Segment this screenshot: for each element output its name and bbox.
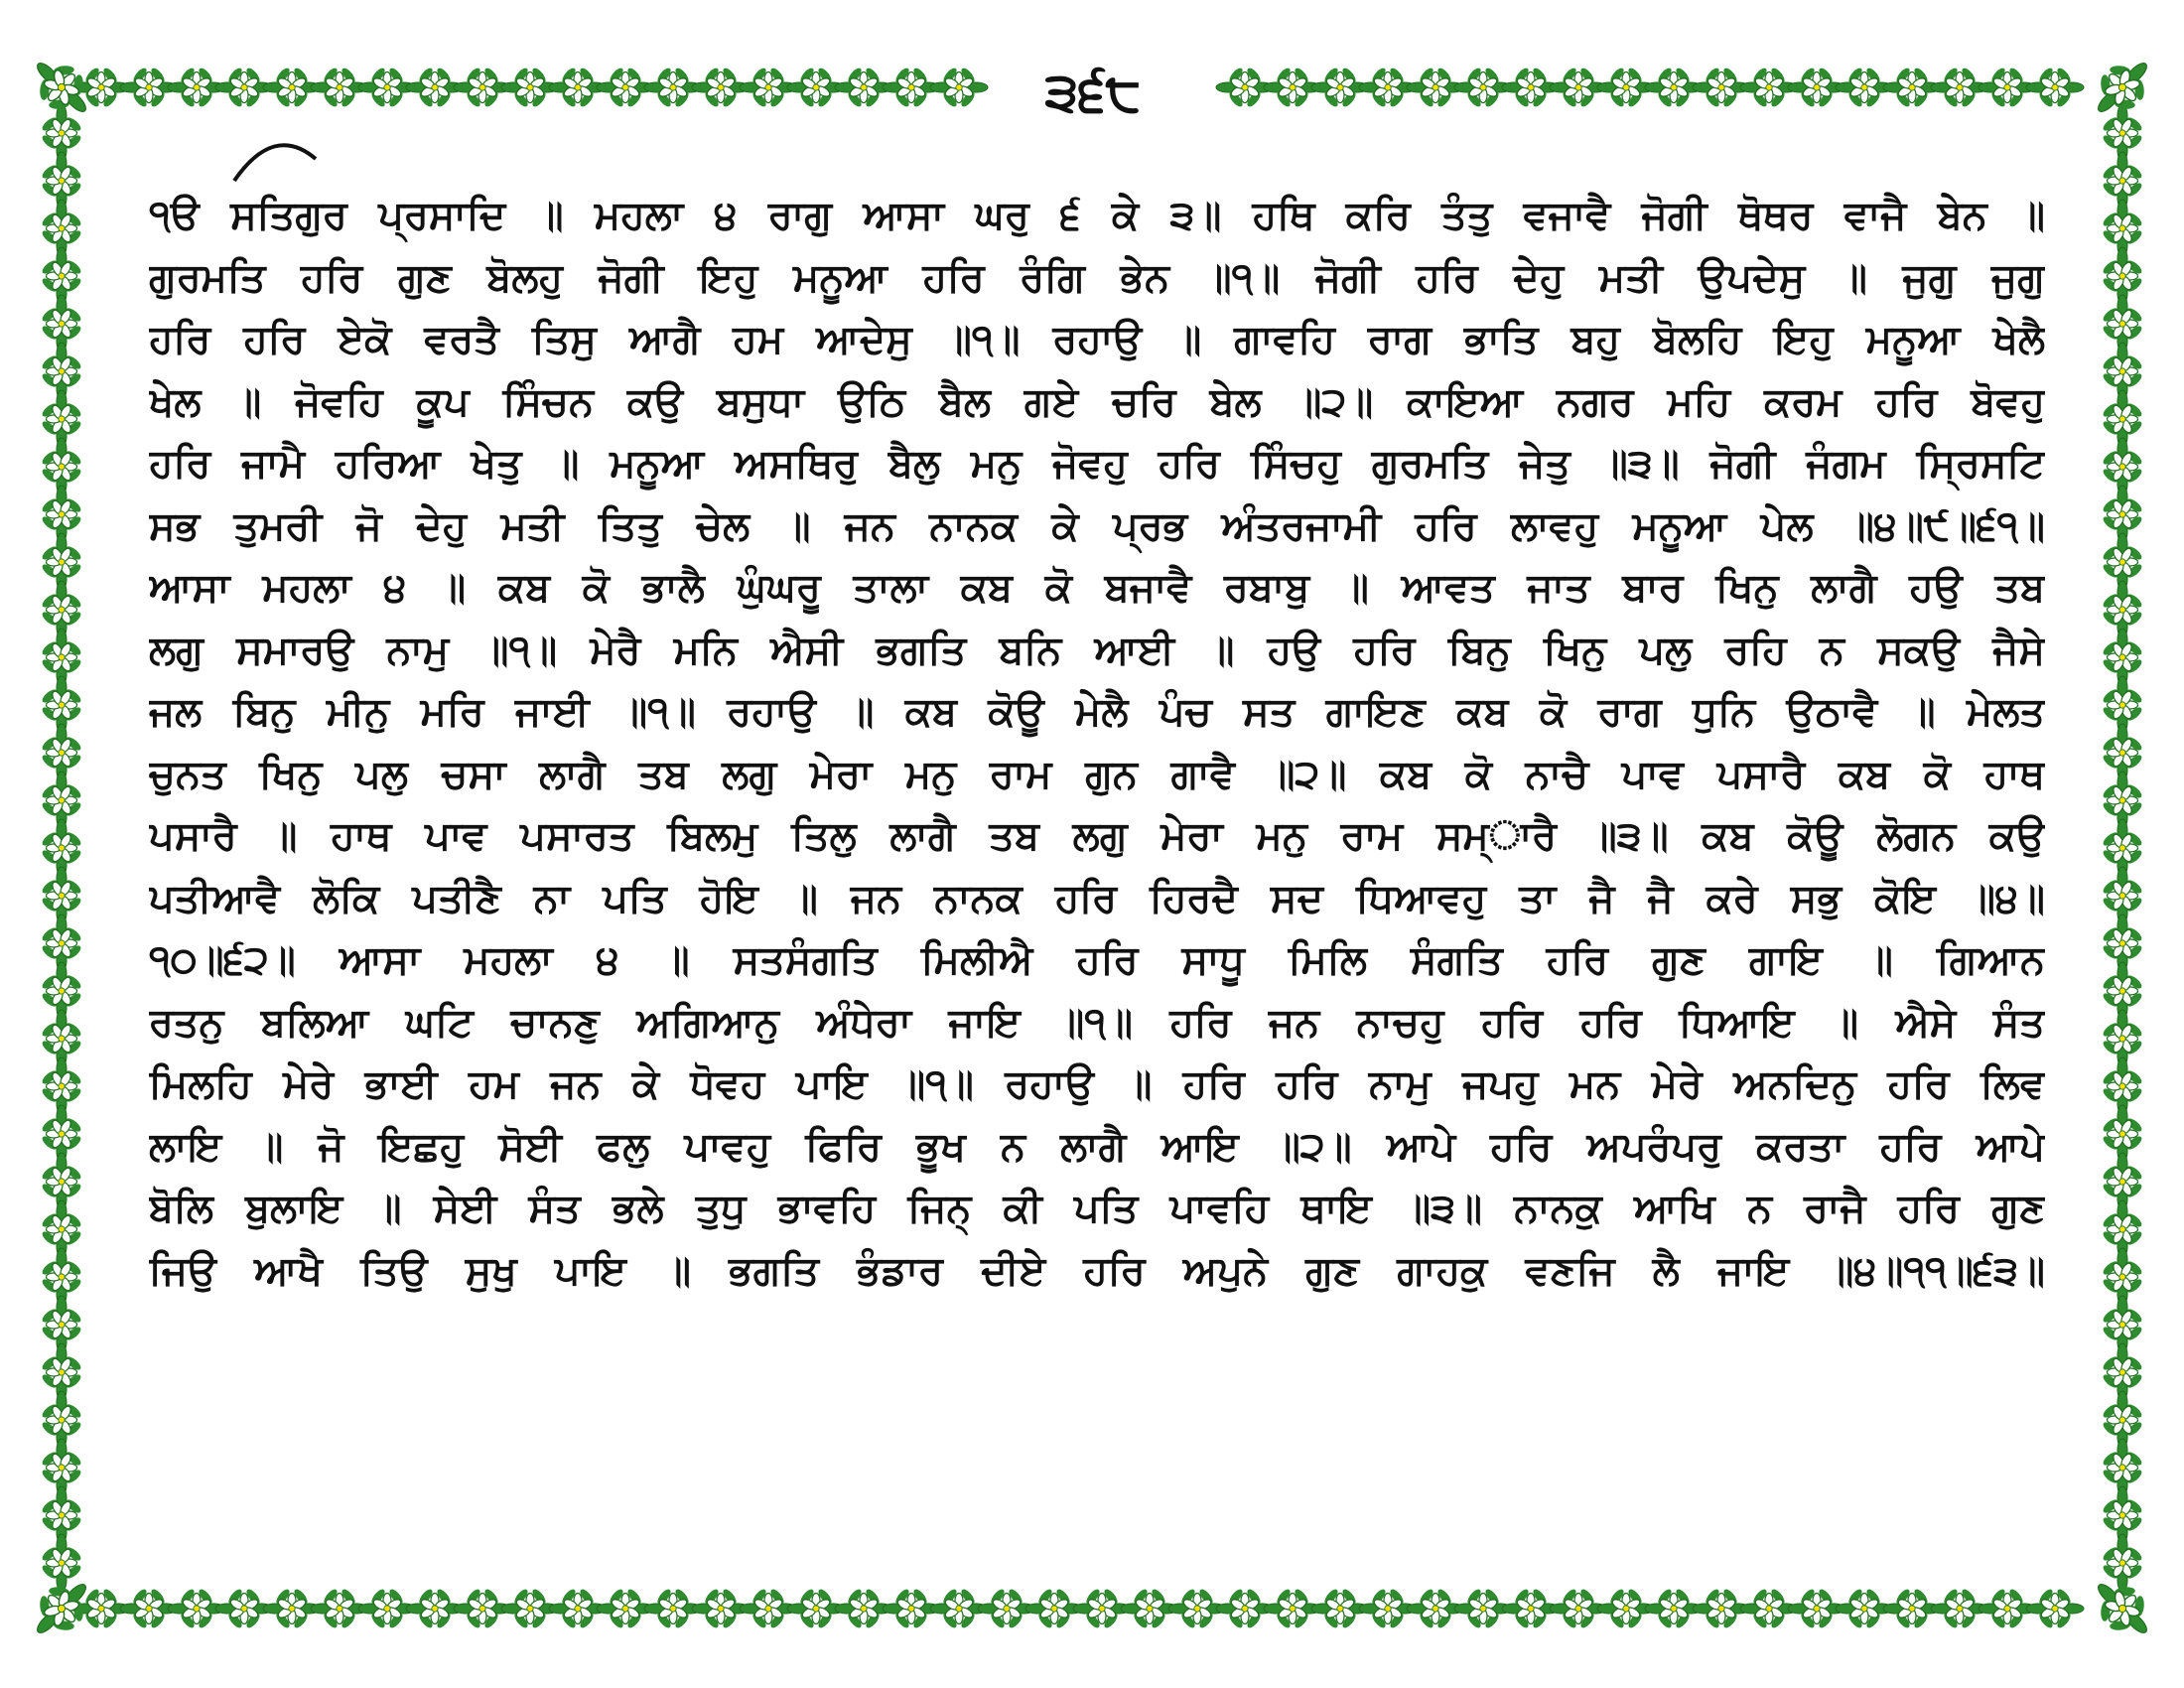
text-line-1: ੧ੳ ਸਤਿਗੁਰ ਪ੍ਰਸਾਦਿ ॥ ਮਹਲਾ ੪ ਰਾਗੁ ਆਸਾ ਘਰੁ ੬ ਕੇ ੩॥ ਹਥਿ ਕਰਿ ਤੰਤੁ ਵਜਾਵੈ ਜੋਗੀ ਥੋਥਰ ਵਾਜੈ ਬੇਨ ॥ xyxy=(149,193,2045,238)
text-line-15: ਮਿਲਹਿ ਮੇਰੇ ਭਾਈ ਹਮ ਜਨ ਕੇ ਧੋਵਹ ਪਾਇ ॥੧॥ ਰਹਾਉ ॥ ਹਰਿ ਹਰਿ ਨਾਮੁ ਜਪਹੁ ਮਨ ਮੇਰੇ ਅਨਦਿਨੁ ਹਰਿ ਲਿਵ xyxy=(149,1061,2045,1107)
text-line-5: ਹਰਿ ਜਾਮੈ ਹਰਿਆ ਖੇਤੁ ॥ ਮਨੂਆ ਅਸਥਿਰੁ ਬੈਲੁ ਮਨੁ ਜੋਵਹੁ ਹਰਿ ਸਿੰਚਹੁ ਗੁਰਮਤਿ ਜੇਤੁ ॥੩॥ ਜੋਗੀ ਜੰਗਮ ਸ੍ਰਿਸਟਿ xyxy=(149,441,2045,487)
verse-text-block xyxy=(149,185,2045,1446)
text-line-3: ਹਰਿ ਹਰਿ ਏਕੋ ਵਰਤੈ ਤਿਸੁ ਆਗੈ ਹਮ ਆਦੇਸੁ ॥੧॥ ਰਹਾਉ ॥ ਗਾਵਹਿ ਰਾਗ ਭਾਤਿ ਬਹੁ ਬੋਲਹਿ ਇਹੁ ਮਨੂਆ ਖੇਲੈ xyxy=(149,317,2045,362)
text-line-16: ਲਾਇ ॥ ਜੋ ਇਛਹੁ ਸੋਈ ਫਲੁ ਪਾਵਹੁ ਫਿਰਿ ਭੂਖ ਨ ਲਾਗੈ ਆਇ ॥੨॥ ਆਪੇ ਹਰਿ ਅਪਰੰਪਰੁ ਕਰਤਾ ਹਰਿ ਆਪੇ xyxy=(149,1123,2045,1170)
text-line-10: ਚੁਨਤ ਖਿਨੁ ਪਲੁ ਚਸਾ ਲਾਗੈ ਤਬ ਲਗੁ ਮੇਰਾ ਮਨੁ ਰਾਮ ਗੁਨ ਗਾਵੈ ॥੨॥ ਕਬ ਕੋ ਨਾਚੈ ਪਾਵ ਪਸਾਰੈ ਕਬ ਕੋ ਹਾਥ xyxy=(149,751,2045,797)
flower-vine-motif xyxy=(41,1534,83,1592)
text-line-18: ਜਿਉ ਆਖੈ ਤਿਉ ਸੁਖੁ ਪਾਇ ॥ ਭਗਤਿ ਭੰਡਾਰ ਦੀਏ ਹਰਿ ਅਪੁਨੇ ਗੁਣ ਗਾਹਕੁ ਵਣਜਿ ਲੈ ਜਾਇ ॥੪॥੧੧॥੬੩॥ xyxy=(149,1247,2045,1294)
flower-vine-motif xyxy=(930,67,988,109)
text-line-13: ੧੦॥੬੨॥ ਆਸਾ ਮਹਲਾ ੪ ॥ ਸਤਸੰਗਤਿ ਮਿਲੀਐ ਹਰਿ ਸਾਧੂ ਮਿਲਿ ਸੰਗਤਿ ਹਰਿ ਗੁਣ ਗਾਇ ॥ ਗਿਆਨ xyxy=(149,937,2045,983)
flower-vine-motif xyxy=(2026,1588,2084,1630)
flower-vine-motif xyxy=(2102,1534,2144,1592)
text-line-14: ਰਤਨੁ ਬਲਿਆ ਘਟਿ ਚਾਨਣੁ ਅਗਿਆਨੁ ਅੰਧੇਰਾ ਜਾਇ ॥੧॥ ਹਰਿ ਜਨ ਨਾਚਹੁ ਹਰਿ ਹਰਿ ਧਿਆਇ ॥ ਐਸੇ ਸੰਤ xyxy=(149,999,2045,1046)
text-line-17: ਬੋਲਿ ਬੁਲਾਇ ॥ ਸੇਈ ਸੰਤ ਭਲੇ ਤੁਧੁ ਭਾਵਹਿ ਜਿਨ੍ ਕੀ ਪਤਿ ਪਾਵਹਿ ਥਾਇ ॥੩॥ ਨਾਨਕੁ ਆਖਿ ਨ ਰਾਜੈ ਹਰਿ ਗੁਣ xyxy=(149,1186,2045,1231)
flower-vine-motif xyxy=(2026,67,2084,109)
text-line-9: ਜਲ ਬਿਨੁ ਮੀਨੁ ਮਰਿ ਜਾਈ ॥੧॥ ਰਹਾਉ ॥ ਕਬ ਕੋਊ ਮੇਲੈ ਪੰਚ ਸਤ ਗਾਇਣ ਕਬ ਕੋ ਰਾਗ ਧੁਨਿ ਉਠਾਵੈ ॥ ਮੇਲਤ xyxy=(149,689,2045,735)
text-line-7: ਆਸਾ ਮਹਲਾ ੪ ॥ ਕਬ ਕੋ ਭਾਲੈ ਘੁੰਘਰੂ ਤਾਲਾ ਕਬ ਕੋ ਬਜਾਵੈ ਰਬਾਬੁ ॥ ਆਵਤ ਜਾਤ ਬਾਰ ਖਿਨੁ ਲਾਗੈ ਹਉ ਤਬ xyxy=(149,565,2045,611)
text-line-8: ਲਗੁ ਸਮਾਰਉ ਨਾਮੁ ॥੧॥ ਮੇਰੈ ਮਨਿ ਐਸੀ ਭਗਤਿ ਬਨਿ ਆਈ ॥ ਹਉ ਹਰਿ ਬਿਨੁ ਖਿਨੁ ਪਲੁ ਰਹਿ ਨ ਸਕਉ ਜੈਸੇ xyxy=(149,627,2045,673)
text-line-2: ਗੁਰਮਤਿ ਹਰਿ ਗੁਣ ਬੋਲਹੁ ਜੋਗੀ ਇਹੁ ਮਨੂਆ ਹਰਿ ਰੰਗਿ ਭੇਨ ॥੧॥ ਜੋਗੀ ਹਰਿ ਦੇਹੁ ਮਤੀ ਉਪਦੇਸੁ ॥ ਜੁਗੁ ਜੁਗੁ xyxy=(149,254,2045,301)
page-number: ੩੬੮ xyxy=(999,58,1187,127)
text-line-6: ਸਭ ਤੁਮਰੀ ਜੋ ਦੇਹੁ ਮਤੀ ਤਿਤੁ ਚੇਲ ॥ ਜਨ ਨਾਨਕ ਕੇ ਪ੍ਰਭ ਅੰਤਰਜਾਮੀ ਹਰਿ ਲਾਵਹੁ ਮਨੂਆ ਪੇਲ ॥੪॥੯॥੬੧॥ xyxy=(149,502,2045,549)
text-line-12: ਪਤੀਆਵੈ ਲੋਕਿ ਪਤੀਣੈ ਨਾ ਪਤਿ ਹੋਇ ॥ ਜਨ ਨਾਨਕ ਹਰਿ ਹਿਰਦੈ ਸਦ ਧਿਆਵਹੁ ਤਾ ਜੈ ਜੈ ਕਰੇ ਸਭੁ ਕੋਇ ॥੪॥ xyxy=(149,875,2045,921)
text-line-4: ਖੇਲ ॥ ਜੋਵਹਿ ਕੂਪ ਸਿੰਚਨ ਕਉ ਬਸੁਧਾ ਉਠਿ ਬੈਲ ਗਏ ਚਰਿ ਬੇਲ ॥੨॥ ਕਾਇਆ ਨਗਰ ਮਹਿ ਕਰਮ ਹਰਿ ਬੋਵਹੁ xyxy=(149,378,2045,425)
text-line-11: ਪਸਾਰੈ ॥ ਹਾਥ ਪਾਵ ਪਸਾਰਤ ਬਿਲਮੁ ਤਿਲੁ ਲਾਗੈ ਤਬ ਲਗੁ ਮੇਰਾ ਮਨੁ ਰਾਮ ਸਮ੍ਾਰੈ ॥੩॥ ਕਬ ਕੋਊ ਲੋਗਨ ਕਉ xyxy=(149,813,2045,859)
tippi-arc-mark xyxy=(226,129,326,189)
